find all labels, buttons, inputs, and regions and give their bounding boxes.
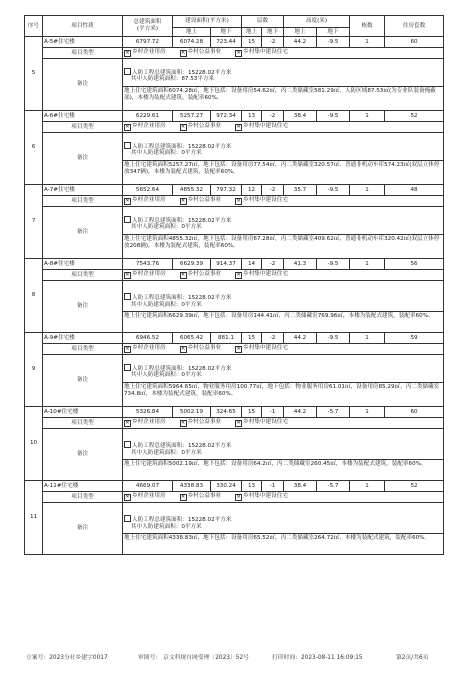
building-row xyxy=(25,407,444,418)
project-type-label: 项目类型 xyxy=(43,344,123,355)
header-floors: 层数 xyxy=(242,16,284,28)
entry-name: A-10#住宅楼 xyxy=(43,407,123,418)
footer-page: 第2页/共6页 xyxy=(396,655,429,661)
header-planned-area: 建设面积(平方米) xyxy=(173,16,242,28)
checkbox-icon: ✕ xyxy=(125,124,130,130)
entry-height-above: 41.3 xyxy=(284,259,317,270)
civil-defense-note: 人防工程总建筑面积：15228.02平方米 其中人防建筑面积：0平方米 xyxy=(124,216,442,231)
entry-index: 7 xyxy=(25,185,43,259)
header-height: 高度(米) xyxy=(284,16,350,28)
permit-document xyxy=(24,15,443,555)
project-type-row xyxy=(25,344,444,355)
entry-height-below: -9.5 xyxy=(317,259,350,270)
project-type-row xyxy=(25,196,444,207)
entry-floors-above: 12 xyxy=(242,185,262,196)
entry-height-above: 38.4 xyxy=(284,111,317,122)
entry-units: 48 xyxy=(385,185,444,196)
checkbox-icon xyxy=(124,142,131,149)
building-row xyxy=(25,333,444,344)
checkbox-icon: ✕ xyxy=(236,272,241,278)
entry-index: 6 xyxy=(25,111,43,185)
entry-floors-below: -2 xyxy=(262,259,284,270)
header-area-below: 地下 xyxy=(211,28,242,37)
entry-index: 9 xyxy=(25,333,43,407)
entry-height-below: -9.5 xyxy=(317,333,350,344)
checkbox-icon: ✕ xyxy=(180,198,186,204)
remarks-row xyxy=(25,59,444,111)
checkbox-icon: ✕ xyxy=(125,272,130,278)
entry-index: 5 xyxy=(25,37,43,111)
entry-floors-below: -1 xyxy=(262,481,284,492)
project-type-row xyxy=(25,418,444,429)
building-table xyxy=(24,15,444,555)
remarks-row xyxy=(25,281,444,333)
entry-total-area: 6797.72 xyxy=(123,37,173,48)
header-floors-below: 地下 xyxy=(262,28,284,37)
entry-total-area: 5326.84 xyxy=(123,407,173,418)
checkbox-icon xyxy=(124,441,131,448)
entry-total-area: 6229.61 xyxy=(123,111,173,122)
checkbox-icon: ✕ xyxy=(180,124,186,130)
type-option: ✕ 乡村公益事业 xyxy=(180,345,222,352)
header-total-area: 总建筑面积 (平方米) xyxy=(123,16,173,37)
checkbox-icon: ✕ xyxy=(180,494,186,500)
entry-floors-above: 15 xyxy=(242,333,262,344)
building-row xyxy=(25,481,444,492)
area-breakdown-note: 地上住宅建筑面积4855.32㎡，地下包括：设备用房67.28㎡，丙二类储藏室409.62㎡，普通非机动车库320.42㎡(双层立体停放208辆)，本楼为装配式建筑，装配率60%。 xyxy=(123,234,443,249)
remarks-content xyxy=(123,355,444,407)
remarks-content xyxy=(123,207,444,259)
area-breakdown-note: 地上住宅建筑面积5002.19㎡，地下包括：设备用房64.2㎡，丙二类储藏室260.45㎡，本楼为装配式建筑，装配率60%。 xyxy=(123,459,443,468)
entry-name: A-6#住宅楼 xyxy=(43,111,123,122)
entry-area-above: 5257.27 xyxy=(173,111,211,122)
checkbox-icon xyxy=(124,68,131,75)
remarks-label: 备注 xyxy=(43,281,123,333)
header-height-above: 地上 xyxy=(284,28,317,37)
entry-area-above: 5002.19 xyxy=(173,407,211,418)
entry-height-above: 35.7 xyxy=(284,185,317,196)
checkbox-icon: ✕ xyxy=(125,420,130,426)
type-option: ✕ 乡村企业用房 xyxy=(125,49,166,56)
checkbox-icon: ✕ xyxy=(125,198,130,204)
remarks-label: 备注 xyxy=(43,59,123,111)
building-row xyxy=(25,185,444,196)
type-option: ✕ 乡村公益事业 xyxy=(180,49,222,56)
entry-buildings: 1 xyxy=(350,111,385,122)
area-breakdown-note: 地上住宅建筑面积5964.65㎡，物业服务用房100.77㎡，地下包括：物业服务用房61.01㎡，设备用房85.29㎡，丙二类储藏室734.8㎡，本楼为装配式建筑，装配率60%。 xyxy=(123,382,443,397)
checkbox-icon xyxy=(124,216,131,223)
footer-print-time: 打印时间：2023-08-11 16:09:15 xyxy=(272,655,363,661)
entry-buildings: 1 xyxy=(350,37,385,48)
building-row xyxy=(25,259,444,270)
entry-height-below: -9.5 xyxy=(317,111,350,122)
project-type-row xyxy=(25,492,444,503)
entry-buildings: 1 xyxy=(350,259,385,270)
footer-case-no: 立案号：2023分社乡建字0017 xyxy=(26,655,108,661)
remarks-content xyxy=(123,281,444,333)
checkbox-icon: ✕ xyxy=(236,50,241,56)
entry-area-below: 881.1 xyxy=(211,333,242,344)
checkbox-icon: ✕ xyxy=(236,198,241,204)
footer-doc-no: 审图号： 京文科规自网受理〔2023〕52号 xyxy=(138,655,249,661)
entry-height-above: 44.2 xyxy=(284,333,317,344)
building-row xyxy=(25,111,444,122)
checkbox-icon: ✕ xyxy=(125,50,130,56)
project-type-row xyxy=(25,270,444,281)
entry-floors-below: -1 xyxy=(262,407,284,418)
remarks-label: 备注 xyxy=(43,207,123,259)
entry-height-above: 38.4 xyxy=(284,481,317,492)
type-option: ✕ 乡村公益事业 xyxy=(180,197,222,204)
entry-height-below: -5.7 xyxy=(317,407,350,418)
project-type-options xyxy=(123,122,444,133)
entry-area-below: 330.24 xyxy=(211,481,242,492)
entry-area-below: 723.44 xyxy=(211,37,242,48)
checkbox-icon: ✕ xyxy=(180,420,186,426)
civil-defense-note: 人防工程总建筑面积：15228.02平方米 其中人防建筑面积：0平方米 xyxy=(124,293,442,308)
type-option: ✕ 乡村集中建设住宅 xyxy=(236,345,288,352)
entry-floors-above: 14 xyxy=(242,259,262,270)
entry-area-below: 972.34 xyxy=(211,111,242,122)
entry-height-below: -5.7 xyxy=(317,481,350,492)
entry-floors-above: 13 xyxy=(242,481,262,492)
project-type-label: 项目类型 xyxy=(43,270,123,281)
area-breakdown-note: 地上住宅建筑面积6074.28㎡，地下包括：设备用房54.62㎡，丙二类储藏室581.29㎡，人防区域87.53㎡(为专业队装备掩蔽部)，本楼为装配式建筑，装配率60%。 xyxy=(123,86,443,101)
entry-floors-above: 15 xyxy=(242,37,262,48)
civil-defense-note: 人防工程总建筑面积：15228.02平方米 其中人防建筑面积：87.53平方米 xyxy=(124,68,442,83)
entry-height-below: -9.5 xyxy=(317,37,350,48)
entry-buildings: 1 xyxy=(350,185,385,196)
checkbox-icon: ✕ xyxy=(125,494,130,500)
entry-units: 60 xyxy=(385,407,444,418)
project-type-row xyxy=(25,122,444,133)
remarks-row xyxy=(25,355,444,407)
type-option: ✕ 乡村公益事业 xyxy=(180,493,222,500)
entry-buildings: 1 xyxy=(350,407,385,418)
entry-index: 11 xyxy=(25,481,43,555)
civil-defense-note: 人防工程总建筑面积：15228.02平方米 其中人防建筑面积：0平方米 xyxy=(124,515,442,530)
project-type-options xyxy=(123,344,444,355)
checkbox-icon xyxy=(124,293,131,300)
project-type-label: 项目类型 xyxy=(43,196,123,207)
checkbox-icon: ✕ xyxy=(236,494,241,500)
header-floors-above: 地上 xyxy=(242,28,262,37)
remarks-label: 备注 xyxy=(43,429,123,481)
entry-area-below: 914.37 xyxy=(211,259,242,270)
entry-units: 56 xyxy=(385,259,444,270)
type-option: ✕ 乡村公益事业 xyxy=(180,271,222,278)
header-units: 住房套数 xyxy=(385,16,444,37)
entry-height-below: -9.5 xyxy=(317,185,350,196)
entry-floors-above: 13 xyxy=(242,111,262,122)
entry-floors-above: 15 xyxy=(242,407,262,418)
remarks-row xyxy=(25,429,444,481)
type-option: ✕ 乡村集中建设住宅 xyxy=(236,123,288,130)
entry-name: A-9#住宅楼 xyxy=(43,333,123,344)
type-option: ✕ 乡村公益事业 xyxy=(180,419,222,426)
header-seq: 序号 xyxy=(25,16,43,37)
remarks-label: 备注 xyxy=(43,355,123,407)
checkbox-icon xyxy=(124,364,131,371)
checkbox-icon: ✕ xyxy=(180,50,186,56)
type-option: ✕ 乡村集中建设住宅 xyxy=(236,197,288,204)
entry-floors-below: -2 xyxy=(262,37,284,48)
checkbox-icon: ✕ xyxy=(236,420,241,426)
type-option: ✕ 乡村集中建设住宅 xyxy=(236,49,288,56)
checkbox-icon: ✕ xyxy=(236,346,241,352)
project-type-options xyxy=(123,48,444,59)
entry-total-area: 7543.76 xyxy=(123,259,173,270)
project-type-options xyxy=(123,196,444,207)
type-option: ✕ 乡村企业用房 xyxy=(125,419,166,426)
type-option: ✕ 乡村集中建设住宅 xyxy=(236,493,288,500)
entry-area-below: 324.65 xyxy=(211,407,242,418)
type-option: ✕ 乡村企业用房 xyxy=(125,493,166,500)
project-type-label: 项目类型 xyxy=(43,48,123,59)
entry-area-above: 6074.28 xyxy=(173,37,211,48)
entry-index: 8 xyxy=(25,259,43,333)
entry-floors-below: -2 xyxy=(262,111,284,122)
type-option: ✕ 乡村企业用房 xyxy=(125,271,166,278)
type-option: ✕ 乡村公益事业 xyxy=(180,123,222,130)
type-option: ✕ 乡村集中建设住宅 xyxy=(236,271,288,278)
remarks-row xyxy=(25,503,444,555)
remarks-content xyxy=(123,429,444,481)
project-type-options xyxy=(123,270,444,281)
remarks-row xyxy=(25,207,444,259)
entry-buildings: 1 xyxy=(350,333,385,344)
entry-floors-below: -2 xyxy=(262,333,284,344)
project-type-label: 项目类型 xyxy=(43,122,123,133)
header-height-below: 地下 xyxy=(317,28,350,37)
entry-name: A-8#住宅楼 xyxy=(43,259,123,270)
civil-defense-note: 人防工程总建筑面积：15228.02平方米 其中人防建筑面积：0平方米 xyxy=(124,441,442,456)
remarks-label: 备注 xyxy=(43,503,123,555)
entry-total-area: 5652.64 xyxy=(123,185,173,196)
entry-area-above: 6065.42 xyxy=(173,333,211,344)
checkbox-icon: ✕ xyxy=(180,272,186,278)
project-type-label: 项目类型 xyxy=(43,418,123,429)
entry-name: A-11#住宅楼 xyxy=(43,481,123,492)
checkbox-icon: ✕ xyxy=(125,346,130,352)
remarks-content xyxy=(123,133,444,185)
entry-units: 60 xyxy=(385,37,444,48)
entry-area-above: 6629.39 xyxy=(173,259,211,270)
header-area-above: 地上 xyxy=(173,28,211,37)
entry-height-above: 44.2 xyxy=(284,407,317,418)
entry-area-below: 797.32 xyxy=(211,185,242,196)
project-type-label: 项目类型 xyxy=(43,492,123,503)
entry-name: A-5#住宅楼 xyxy=(43,37,123,48)
area-breakdown-note: 地上住宅建筑面积6629.39㎡，地下包括：设备用房144.41㎡，丙二类储藏室769.96㎡，本楼为装配式建筑，装配率60%。 xyxy=(123,311,443,320)
entry-area-above: 4855.32 xyxy=(173,185,211,196)
entry-area-above: 4338.83 xyxy=(173,481,211,492)
type-option: ✕ 乡村企业用房 xyxy=(125,345,166,352)
entry-buildings: 1 xyxy=(350,481,385,492)
entry-units: 52 xyxy=(385,481,444,492)
header-nature: 项目性质 xyxy=(43,16,123,37)
type-option: ✕ 乡村集中建设住宅 xyxy=(236,419,288,426)
entry-index: 10 xyxy=(25,407,43,481)
project-type-options xyxy=(123,418,444,429)
remarks-label: 备注 xyxy=(43,133,123,185)
area-breakdown-note: 地上住宅建筑面积5257.27㎡，地下包括：设备用房77.54㎡，丙二类储藏室320.57㎡，普通非机动车库574.23㎡(双层立体停放347辆)，本楼为装配式建筑，装配率60%。 xyxy=(123,160,443,175)
remarks-content xyxy=(123,503,444,555)
type-option: ✕ 乡村企业用房 xyxy=(125,197,166,204)
entry-units: 59 xyxy=(385,333,444,344)
remarks-content xyxy=(123,59,444,111)
remarks-row xyxy=(25,133,444,185)
checkbox-icon: ✕ xyxy=(236,124,241,130)
entry-name: A-7#住宅楼 xyxy=(43,185,123,196)
entry-floors-below: -2 xyxy=(262,185,284,196)
header-buildings: 栋数 xyxy=(350,16,385,37)
civil-defense-note: 人防工程总建筑面积：15228.02平方米 其中人防建筑面积：0平方米 xyxy=(124,364,442,379)
entry-units: 52 xyxy=(385,111,444,122)
area-breakdown-note: 地上住宅建筑面积4338.83㎡，地下包括：设备用房65.52㎡，丙二类储藏室264.72㎡，本楼为装配式建筑，装配率60%。 xyxy=(123,533,443,542)
checkbox-icon xyxy=(124,515,131,522)
building-row xyxy=(25,37,444,48)
entry-total-area: 4669.07 xyxy=(123,481,173,492)
civil-defense-note: 人防工程总建筑面积：15228.02平方米 其中人防建筑面积：0平方米 xyxy=(124,142,442,157)
entry-height-above: 44.2 xyxy=(284,37,317,48)
checkbox-icon: ✕ xyxy=(180,346,186,352)
project-type-row xyxy=(25,48,444,59)
entry-total-area: 6946.52 xyxy=(123,333,173,344)
project-type-options xyxy=(123,492,444,503)
type-option: ✕ 乡村企业用房 xyxy=(125,123,166,130)
